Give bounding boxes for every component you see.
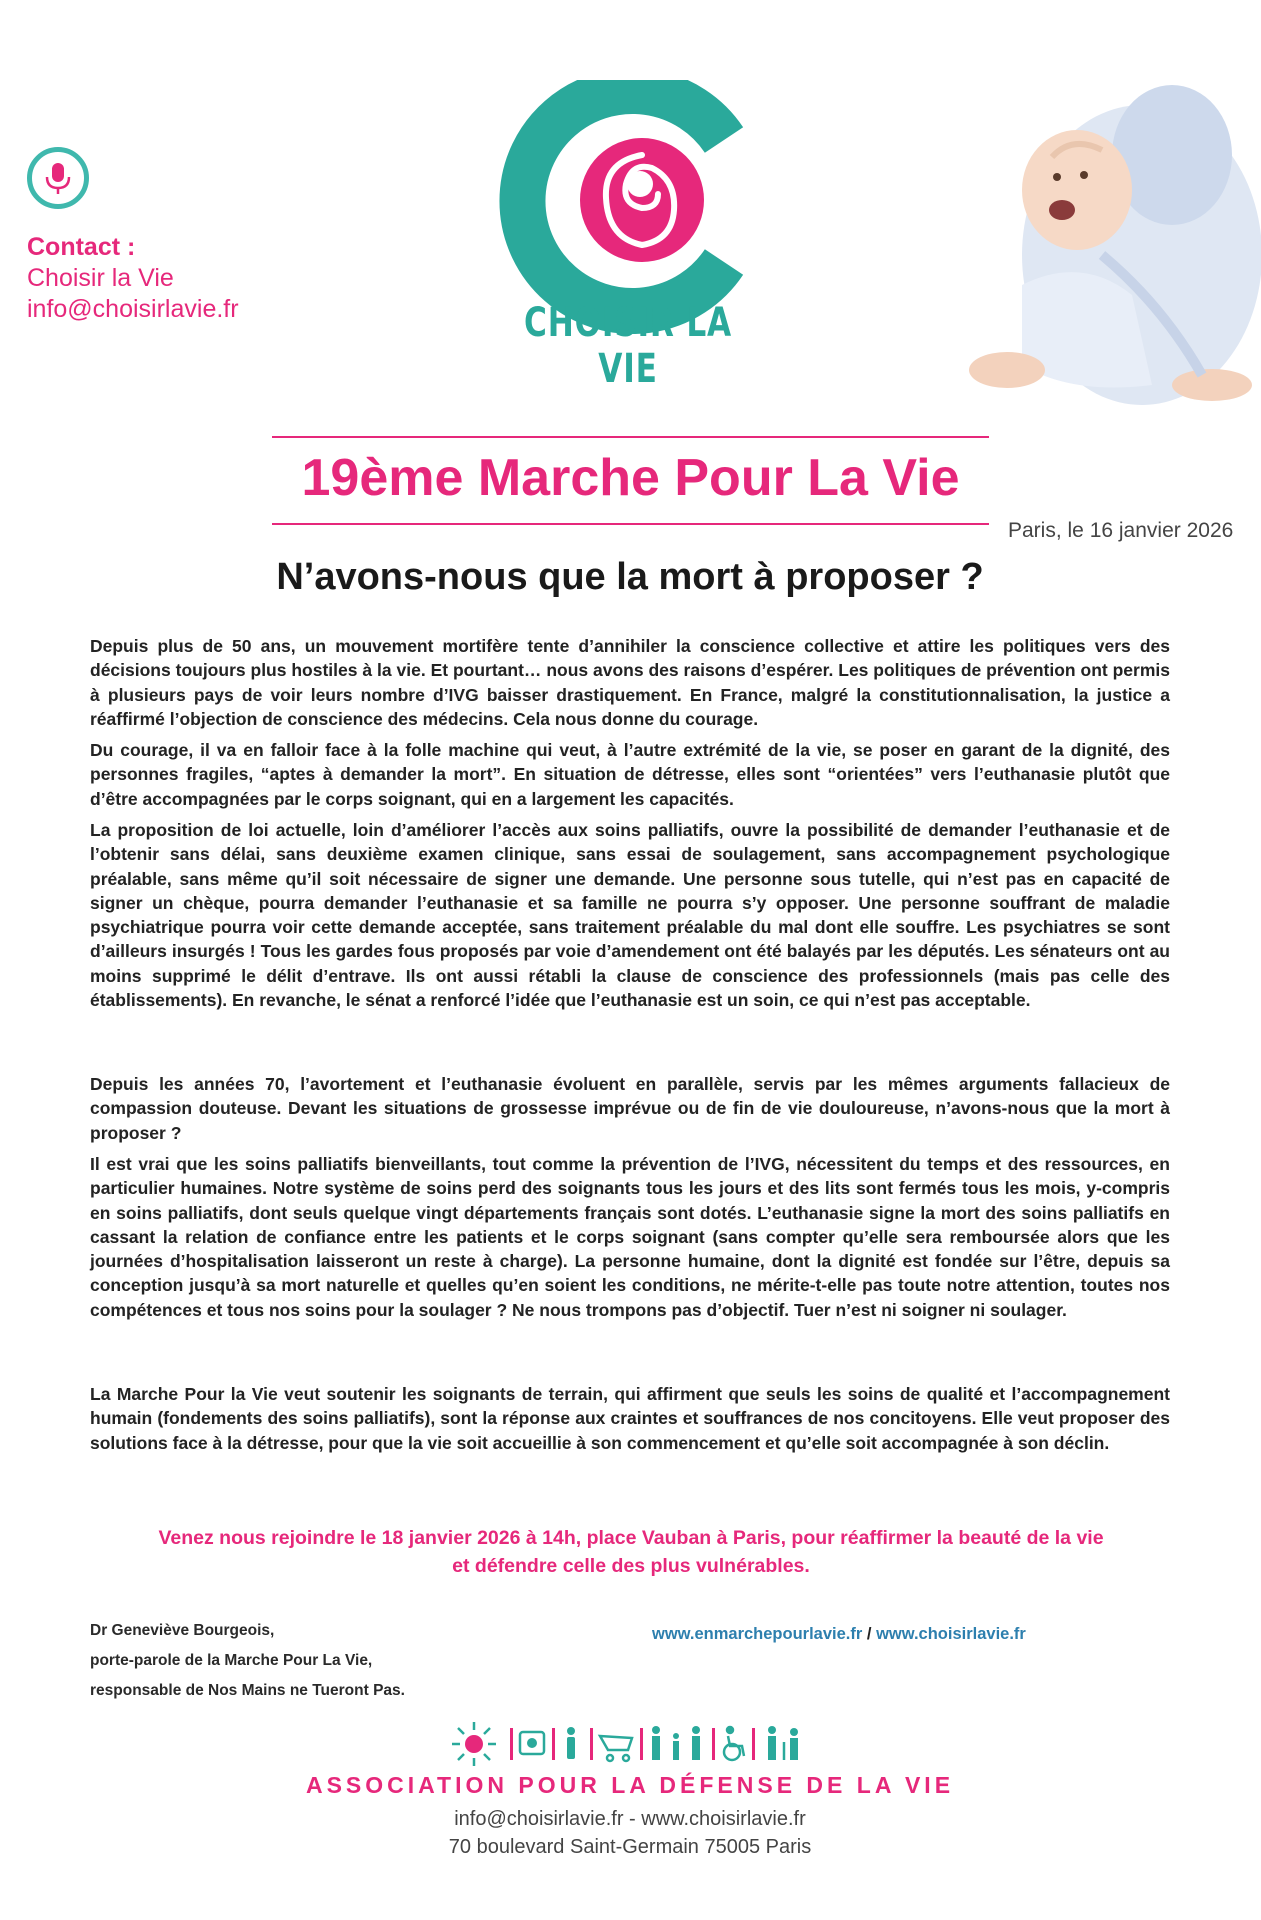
sun-icon [452, 1722, 496, 1766]
link-choisirlavie[interactable]: www.choisirlavie.fr [876, 1625, 1026, 1643]
contact-label: Contact : [27, 233, 136, 261]
paragraph-5: Il est vrai que les soins palliatifs bienveillants, tout comme la prévention de l’IVG, nécessitent du temps et des ressources, en particulier humaines. Notre système de soins perd des soignants tous les jours et des lits sont fermés tous les mois, y-compris en soins palliatifs, dont seuls quelque vingt départements français sont dotés. L’euthanasie signe la mort des soins palliatifs en cassant la relation de confiance entre les patients et le corps soignant (sans compter qu’elle sera remboursée alors que les journées d’hospitalisation laisseront un reste à charge). La personne humaine, dont la dignité est fondée sur l’être, depuis sa conception jusqu’à sa mort naturelle et quelles qu’en soient les conditions, ne mérite-t-elle pas toute notre attention, toutes nos compétences et tous nos soins pour la soulager ? Ne nous trompons pas d’objectif. Tuer n’est ni soigner ni soulager. [90, 1154, 1170, 1320]
march-title: 19ème Marche Pour La Vie [301, 449, 960, 507]
divider-top [272, 436, 989, 438]
link-enmarchepourlavie[interactable]: www.enmarchepourlavie.fr [652, 1625, 863, 1643]
signature-block [90, 1616, 570, 1706]
child-icon [567, 1727, 575, 1759]
signature-name: Dr Geneviève Bourgeois, [90, 1622, 275, 1639]
cta-line-1: Venez nous rejoindre le 18 janvier 2026 à 14h, place Vauban à Paris, pour réaffirmer la beauté de la vie [158, 1527, 1104, 1549]
cta-line-2: et défendre celle des plus vulnérables. [452, 1555, 810, 1577]
headline: N’avons-nous que la mort à proposer ? [276, 556, 984, 598]
contact-block [27, 232, 239, 325]
baby-photo [872, 65, 1261, 410]
divider-bottom [272, 523, 989, 525]
website-links [652, 1625, 1026, 1644]
dateline: Paris, le 16 janvier 2026 [1008, 519, 1234, 542]
family-icon [652, 1726, 700, 1760]
wheelchair-icon [724, 1727, 744, 1760]
elderly-icon [768, 1726, 798, 1760]
association-name: ASSOCIATION POUR LA DÉFENSE DE LA VIE [305, 1772, 955, 1798]
contact-email[interactable]: info@choisirlavie.fr [27, 295, 239, 323]
paragraph-6: La Marche Pour la Vie veut soutenir les soignants de terrain, qui affirment que seuls les soins de qualité et l’accompagnement humain (fondements des soins palliatifs), sont la réponse aux craintes et souffrances de nos concitoyens. Elle veut proposer des solutions face à la détresse, pour que la vie soit accueillie à son commencement et qu’elle soit accompagnée à son déclin. [90, 1384, 1170, 1453]
paragraph-2: Du courage, il va en falloir face à la folle machine qui veut, à l’autre extrémité de la vie, se poser en garant de la dignité, des personnes fragiles, “aptes à demander la mort”. En situation de détresse, elles sont “orientées” vers l’euthanasie plutôt que d’être accompagnées par le corps soignant, qui en a largement les capacités. [90, 740, 1170, 809]
contact-org: Choisir la Vie [27, 264, 174, 292]
paragraph-3: La proposition de loi actuelle, loin d’améliorer l’accès aux soins palliatifs, ouvre la possibilité de demander l’euthanasie et de l’obtenir sans délai, sans deuxième examen clinique, sans essai de soulagement, sans accompagnement psychologique préalable, sans même qu’il soit nécessaire de signer une demande. Une personne sous tutelle, qui n’est pas en capacité de signer un chèque, pourra demander l’euthanasie et sa famille ne pourra s’y opposer. Une personne souffrant de maladie psychiatrique pourra voir cette demande acceptée, sans traitement préalable du mal dont elle souffre. Les psychiatres se sont d’ailleurs insurgés ! Tous les gardes fous proposés par voie d’amendement ont été balayés par les députés. Les sénateurs ont au moins supprimé le délit d’entrave. Ils ont aussi rétabli la clause de conscience des professionnels (mais pas celle des établissements). En revanche, le sénat a renforcé l’idée que l’euthanasie est un soin, ce qui n’est pas acceptable. [90, 820, 1170, 1011]
footer-address: 70 boulevard Saint-Germain 75005 Paris [448, 1836, 812, 1858]
link-separator: / [866, 1625, 872, 1643]
paragraph-4: Depuis les années 70, l’avortement et l’euthanasie évoluent en parallèle, servis par les mêmes arguments fallacieux de compassion douteuse. Devant les situations de grossesse imprévue ou de fin de vie douloureuse, n’avons-nous que la mort à proposer ? [90, 1074, 1170, 1143]
microphone-icon [27, 147, 89, 209]
logo-text: CHOISIR LA VIE [524, 300, 732, 392]
ultrasound-icon [520, 1732, 544, 1754]
signature-role-1: porte-parole de la Marche Pour La Vie, [90, 1652, 373, 1669]
life-stages-icon-row [450, 1718, 810, 1770]
call-to-action [86, 1524, 1176, 1580]
signature-role-2: responsable de Nos Mains ne Tueront Pas. [90, 1682, 405, 1699]
footer-contact-line: info@choisirlavie.fr - www.choisirlavie.fr [454, 1808, 806, 1830]
stroller-icon [600, 1736, 632, 1761]
paragraph-1: Depuis plus de 50 ans, un mouvement mortifère tente d’annihiler la conscience collective et attire les politiques vers des décisions toujours plus hostiles à la vie. Et pourtant… nous avons des raisons d’espérer. Les politiques de prévention ont permis à plusieurs pays de voir leurs nombre d’IVG baisser drastiquement. En France, malgré la constitutionnalisation, la justice a réaffirmé l’objection de conscience des médecins. Cela nous donne du courage. [90, 636, 1170, 729]
